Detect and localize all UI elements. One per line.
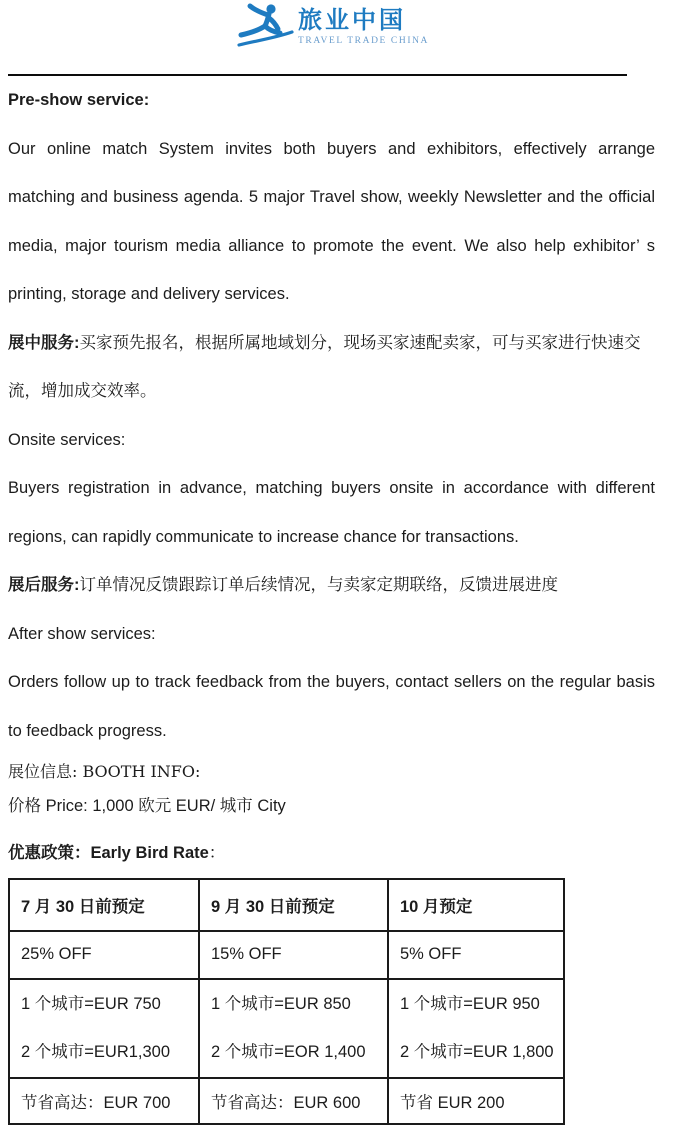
aftershow-cn-body: 订单情况反馈跟踪订单后续情况，与卖家定期联络，反馈进展进度 [79, 576, 558, 594]
discount-cell: 25% OFF [9, 931, 199, 979]
price-cell [388, 979, 564, 1078]
discount-cell: 5% OFF [388, 931, 564, 979]
price-line-one-city: 1 个城市=EUR 750 [21, 995, 161, 1013]
price-line-one-city: 1 个城市=EUR 950 [400, 995, 540, 1013]
early-bird-heading-colon: ： [208, 844, 226, 862]
onsite-heading: Onsite services: [8, 430, 126, 449]
table-header-cell-october: 10 月预定 [388, 879, 564, 931]
aftershow-heading: After show services: [8, 624, 156, 643]
price-cell [9, 979, 199, 1078]
early-bird-rate-table [8, 878, 565, 1125]
price-cell [199, 979, 388, 1078]
price-line-two-cities: 2 个城市=EUR1,300 [21, 1043, 171, 1061]
price-line-two-cities: 2 个城市=EUR 1,800 [400, 1043, 554, 1061]
onsite-cn-lead: 展中服务: [8, 333, 80, 352]
table-header-row [9, 879, 564, 931]
travel-trade-china-logo [8, 2, 655, 52]
savings-cell: 节省高达：EUR 600 [199, 1078, 388, 1124]
preshow-heading: Pre-show service: [8, 91, 150, 109]
aftershow-cn-lead: 展后服务: [8, 576, 80, 594]
table-header-cell-september: 9 月 30 日前预定 [199, 879, 388, 931]
discount-cell: 15% OFF [199, 931, 388, 979]
price-line: 价格 Price: 1,000 欧元 EUR/ 城市 City [8, 797, 286, 815]
leaping-figure-icon [234, 2, 296, 50]
document-page [0, 2, 680, 1125]
preshow-body: Our online match System invites both buyers and exhibitors, effectively arrange matching and business agenda. 5 major Travel show, weekly Newsletter and the official media, major tourism media alliance to promote the event. We also help exhibitor’ s printing, storage and delivery services. [8, 139, 655, 303]
booth-info-line: 展位信息: BOOTH INFO: [8, 762, 201, 781]
price-line-two-cities: 2 个城市=EOR 1,400 [211, 1043, 366, 1061]
table-price-row [9, 979, 564, 1078]
early-bird-heading-lead: 优惠政策：Early Bird Rate [8, 844, 209, 862]
onsite-services-cn [8, 319, 655, 416]
onsite-cn-body: 买家预先报名，根据所属地域划分，现场买家速配卖家，可与买家进行快速交流，增加成交效率。 [8, 333, 641, 400]
aftershow-body: Orders follow up to track feedback from the buyers, contact sellers on the regular basis to feedback progress. [8, 673, 655, 740]
logo-text [298, 2, 429, 46]
onsite-body: Buyers registration in advance, matching buyers onsite in accordance with different regions, can rapidly communicate to increase chance for transactions. [8, 479, 655, 546]
savings-cell: 节省高达：EUR 700 [9, 1078, 199, 1124]
table-discount-row [9, 931, 564, 979]
price-line-one-city: 1 个城市=EUR 850 [211, 995, 351, 1013]
early-bird-heading [8, 829, 655, 878]
table-savings-row [9, 1078, 564, 1124]
table-header-cell-july: 7 月 30 日前预定 [9, 879, 199, 931]
logo-name-english: TRAVEL TRADE CHINA [297, 36, 429, 46]
savings-cell: 节省 EUR 200 [388, 1078, 564, 1124]
logo-name-chinese: 旅业中国 [297, 7, 406, 34]
aftershow-services-cn [8, 561, 655, 610]
